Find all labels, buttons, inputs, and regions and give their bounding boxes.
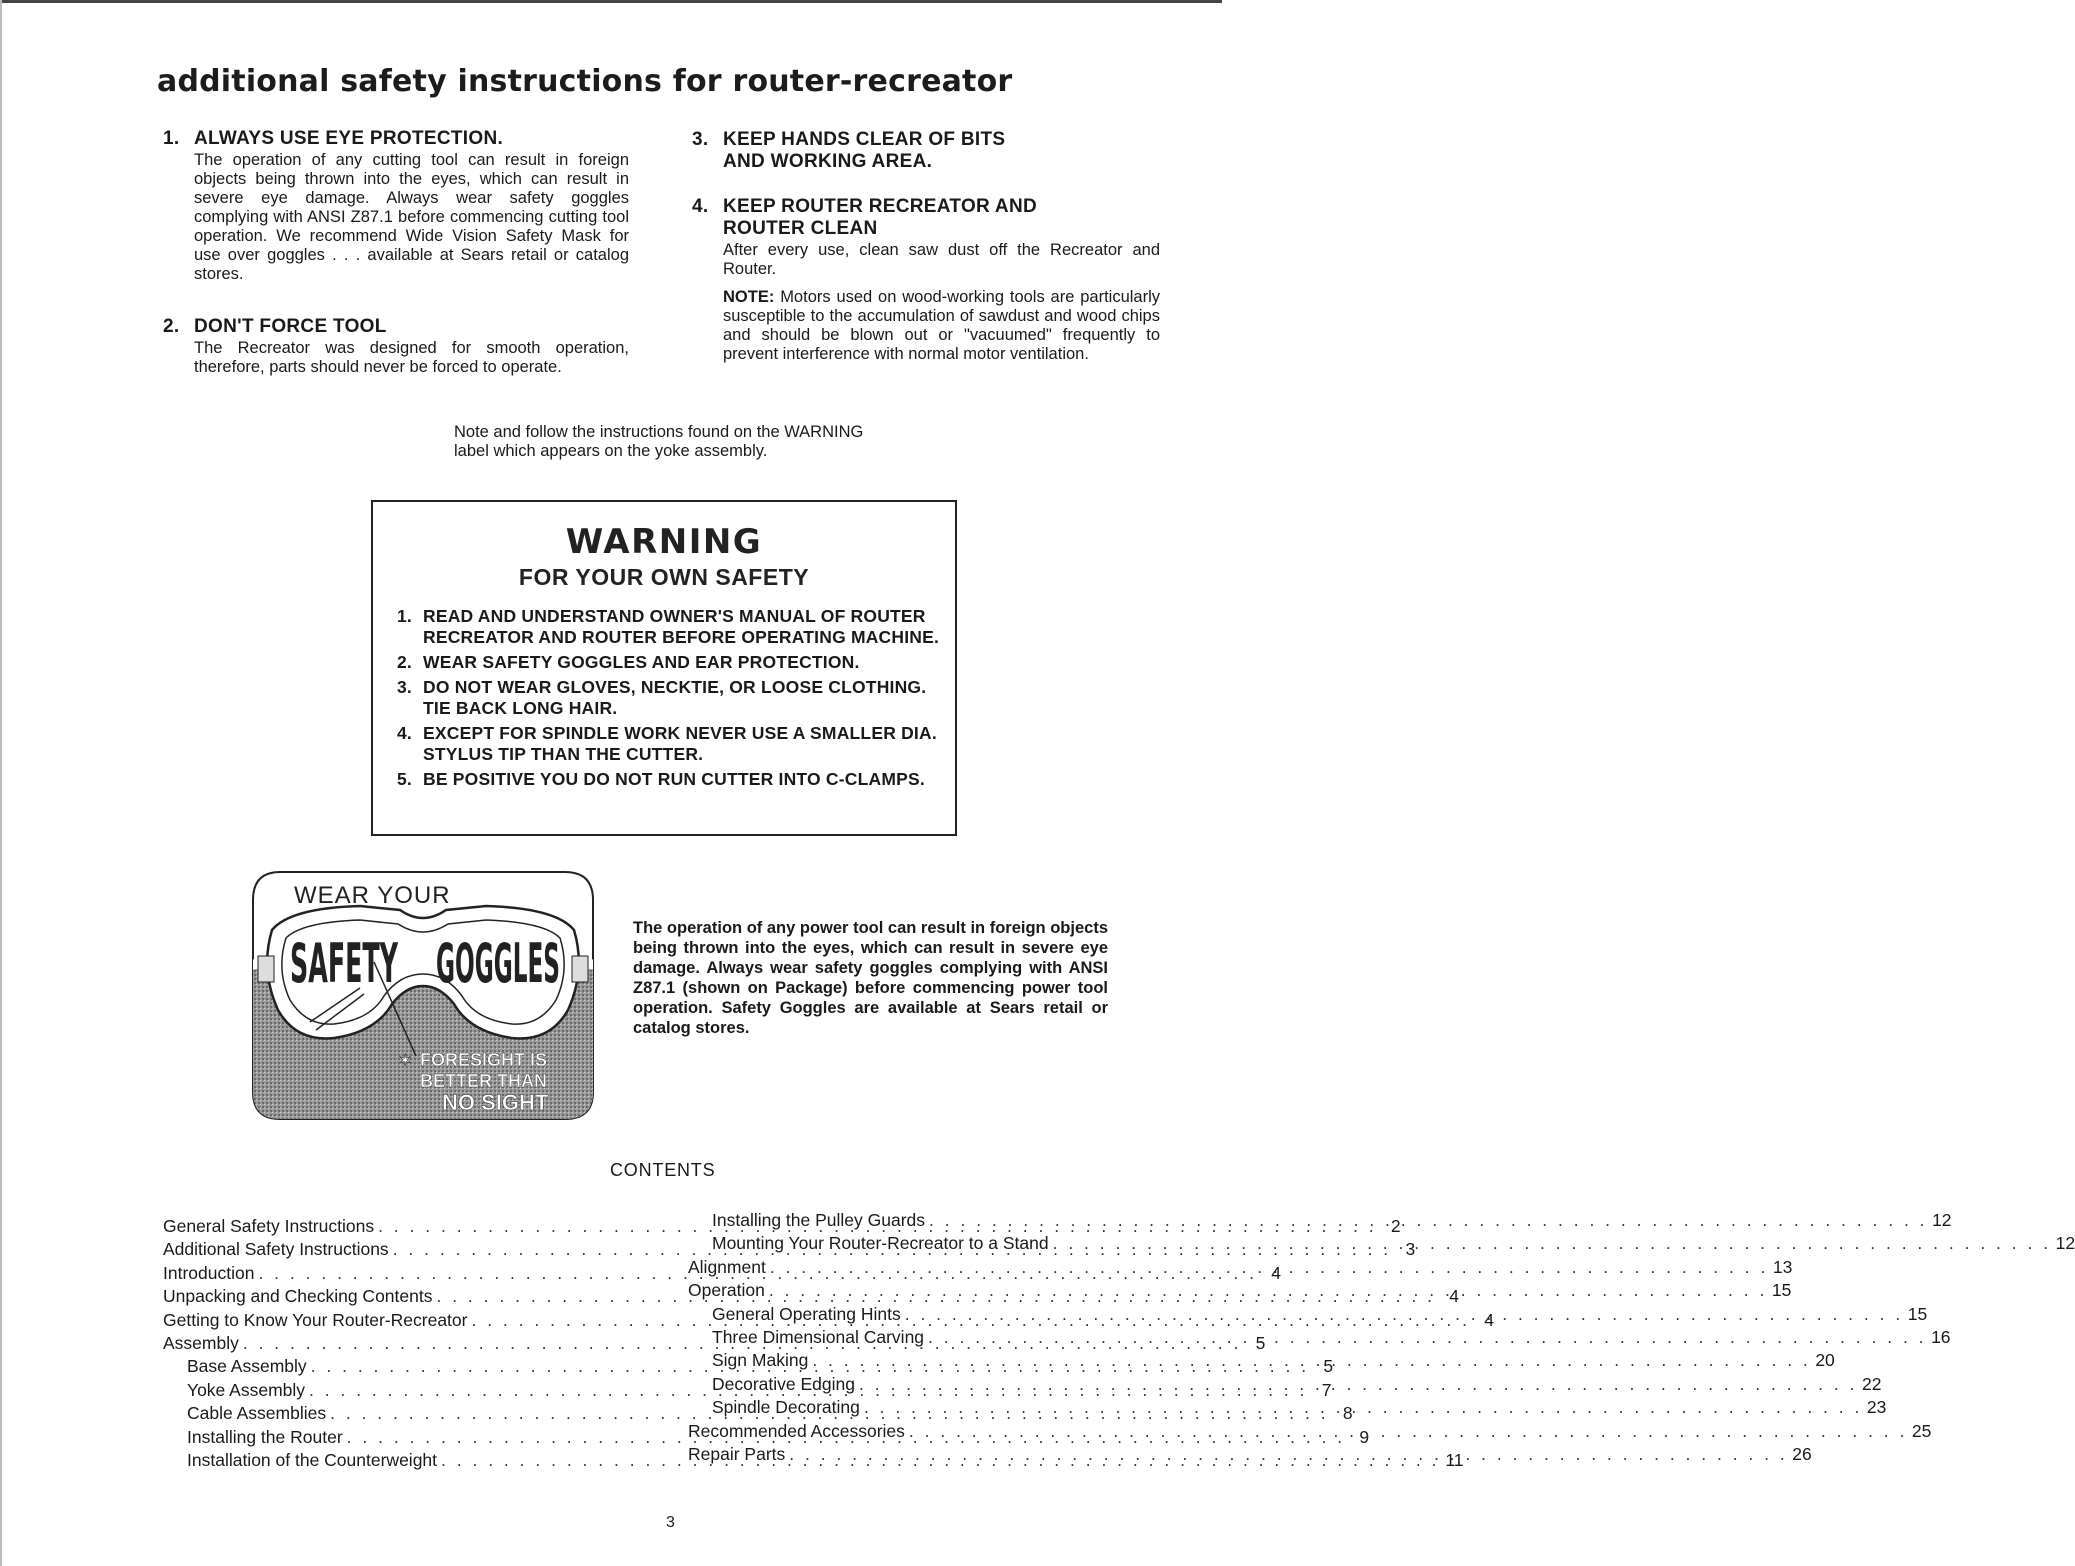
toc-leader-dots xyxy=(909,1421,1907,1442)
toc-entry-page: 7 xyxy=(1321,1379,1332,1400)
instruction-number: 2. xyxy=(163,316,180,337)
toc-entry-title: Mounting Your Router-Recreator to a Stand xyxy=(712,1233,1049,1254)
toc-entry-title: Sign Making xyxy=(712,1350,809,1371)
toc-entry-title: Operation xyxy=(688,1280,765,1301)
top-border xyxy=(0,0,1222,3)
toc-entry-page: 13 xyxy=(1772,1256,1793,1277)
toc-entry-title: General Operating Hints xyxy=(712,1303,901,1324)
toc-entry-title: Recommended Accessories xyxy=(688,1420,905,1441)
toc-entry-page: 25 xyxy=(1911,1420,1932,1441)
toc-entry-page: 4 xyxy=(1484,1309,1494,1330)
warning-subtitle: FOR YOUR OWN SAFETY xyxy=(518,564,810,590)
toc-entry-page: 4 xyxy=(1271,1262,1281,1283)
instruction-3 xyxy=(692,129,1160,173)
toc-entry[interactable] xyxy=(688,1397,1887,1420)
note-label: NOTE: xyxy=(723,288,775,306)
instruction-heading-line2: AND WORKING AREA. xyxy=(723,151,933,172)
warning-item-text: DO NOT WEAR GLOVES, NECKTIE, OR LOOSE CLOTHING. TIE BACK LONG HAIR. xyxy=(423,677,927,718)
toc-entry[interactable] xyxy=(688,1303,1928,1327)
toc-entry-page: 12 xyxy=(2055,1233,2075,1254)
warning-label xyxy=(371,500,957,836)
warning-item-text: BE POSITIVE YOU DO NOT RUN CUTTER INTO C-CLAMPS. xyxy=(423,769,925,789)
toc-entry-page: 26 xyxy=(1792,1443,1812,1464)
toc-entry-page: 8 xyxy=(1342,1403,1353,1424)
toc-entry-title: Assembly xyxy=(163,1332,239,1353)
instruction-2 xyxy=(163,316,629,377)
instruction-heading-line2: ROUTER CLEAN xyxy=(723,218,878,239)
toc-leader-dots xyxy=(789,1444,1787,1465)
toc-entry-title: General Safety Instructions xyxy=(163,1216,375,1236)
toc-entry-title: Additional Safety Instructions xyxy=(163,1239,389,1260)
warning-item-text: EXCEPT FOR SPINDLE WORK NEVER USE A SMALLER DIA. STYLUS TIP THAN THE CUTTER. xyxy=(423,723,937,764)
toc-entry-page: 11 xyxy=(1445,1449,1464,1470)
toc-entry-page: 23 xyxy=(1866,1397,1887,1418)
toc-entry-page: 2 xyxy=(1390,1216,1401,1236)
toc-entry-title: Alignment xyxy=(688,1256,766,1277)
toc-entry-page: 9 xyxy=(1359,1426,1370,1447)
instruction-note xyxy=(723,288,1160,364)
toc-entry-title: Three Dimensional Carving xyxy=(712,1326,925,1347)
toc-entry[interactable] xyxy=(688,1233,2075,1256)
badge-slogan-3: NO SIGHT xyxy=(442,1090,549,1115)
toc-leader-dots xyxy=(929,1210,1927,1231)
badge-line1: WEAR YOUR xyxy=(294,882,451,909)
toc-entry-title: Spindle Decorating xyxy=(712,1397,860,1418)
badge-word-safety: SAFETY xyxy=(290,932,399,995)
instruction-number: 3. xyxy=(692,129,709,150)
toc-entry[interactable] xyxy=(688,1326,1951,1350)
toc-entry-page: 16 xyxy=(1931,1326,1951,1347)
instruction-body: After every use, clean saw dust off the Recreator and Router. xyxy=(723,241,1160,278)
toc-entry[interactable] xyxy=(688,1280,1792,1303)
badge-slogan-2: BETTER THAN xyxy=(420,1071,547,1091)
toc-entry-title: Installing the Router xyxy=(187,1426,343,1447)
warning-item xyxy=(397,769,945,790)
toc-leader-dots xyxy=(770,1257,1768,1278)
left-border xyxy=(0,0,2,1566)
instruction-heading: DON'T FORCE TOOL xyxy=(194,316,387,337)
instruction-number: 1. xyxy=(163,128,180,149)
warning-item-text: READ AND UNDERSTAND OWNER'S MANUAL OF ROUTER RECREATOR AND ROUTER BEFORE OPERATING MACHINE. xyxy=(423,606,940,647)
toc-entry[interactable] xyxy=(688,1420,1932,1444)
instruction-number: 4. xyxy=(692,196,709,217)
toc-entry-title: Decorative Edging xyxy=(712,1373,855,1394)
safety-goggles-badge xyxy=(250,870,596,1122)
warning-item xyxy=(397,723,945,765)
instruction-body: The Recreator was designed for smooth operation, therefore, parts should never be forced to operate. xyxy=(194,339,629,376)
toc-entry-page: 15 xyxy=(1907,1303,1928,1324)
toc-entry-title: Unpacking and Checking Contents xyxy=(163,1286,433,1307)
warning-list xyxy=(397,606,945,794)
warning-item-text: WEAR SAFETY GOGGLES AND EAR PROTECTION. xyxy=(423,652,860,672)
warning-title: WARNING xyxy=(565,522,763,562)
goggles-text: The operation of any power tool can result in foreign objects being thrown into the eyes, which can result in severe eye damage. Always wear safety goggles complying with ANSI Z87.1 (shown on Package) before commencing power tool operation. Safety Goggles are available at Sears retail or catalog stores. xyxy=(633,919,1108,1037)
toc-entry-title: Installing the Pulley Guards xyxy=(712,1210,926,1230)
toc-entry-title: Repair Parts xyxy=(688,1443,786,1464)
contents-heading: CONTENTS xyxy=(610,1160,716,1180)
toc-entry-page: 15 xyxy=(1771,1280,1792,1301)
warning-item xyxy=(397,652,945,673)
toc-leader-dots xyxy=(859,1374,1857,1395)
toc-entry[interactable] xyxy=(688,1210,1952,1233)
toc-leader-dots xyxy=(928,1327,1926,1348)
toc-leader-dots xyxy=(864,1397,1862,1418)
warning-note: Note and follow the instructions found on the WARNING label which appears on the yoke assembly. xyxy=(454,423,864,460)
note-body: Motors used on wood-working tools are particularly susceptible to the accumulation of sawdust and wood chips and should be blown out or "vacuumed" frequently to prevent interference with normal motor ventilation. xyxy=(723,288,1160,363)
badge-slogan-1: FORESIGHT IS xyxy=(420,1050,548,1070)
badge-word-goggles: GOGGLES xyxy=(436,932,560,995)
toc-entry-page: 4 xyxy=(1449,1286,1459,1307)
toc-entry-page: 5 xyxy=(1323,1356,1334,1377)
warning-item-number: 5. xyxy=(397,769,412,789)
instruction-heading-line1: KEEP ROUTER RECREATOR AND xyxy=(723,196,1037,217)
warning-item-number: 1. xyxy=(397,606,412,626)
toc-leader-dots xyxy=(1053,1233,2051,1254)
toc-leader-dots xyxy=(812,1350,1810,1371)
instruction-1 xyxy=(163,128,629,284)
toc-entry-title: Yoke Assembly xyxy=(187,1379,306,1400)
page-number: 3 xyxy=(666,1514,675,1531)
toc-entry-page: 22 xyxy=(1862,1373,1882,1394)
warning-item xyxy=(397,606,945,648)
toc-entry[interactable] xyxy=(688,1373,1882,1397)
toc-entry-page: 5 xyxy=(1255,1332,1266,1353)
toc-entry-title: Getting to Know Your Router-Recreator xyxy=(163,1309,468,1330)
toc-entry-page: 3 xyxy=(1405,1239,1416,1260)
warning-item xyxy=(397,677,945,719)
toc-entry-title: Introduction xyxy=(163,1262,255,1283)
toc-entry[interactable] xyxy=(688,1256,1793,1280)
instruction-4 xyxy=(692,196,1160,364)
instruction-heading-line1: KEEP HANDS CLEAR OF BITS xyxy=(723,129,1006,150)
toc-entry-title: Base Assembly xyxy=(187,1356,307,1377)
warning-item-number: 4. xyxy=(397,723,412,743)
toc-entry-page: 12 xyxy=(1932,1210,1952,1230)
toc-leader-dots xyxy=(769,1280,1767,1301)
instruction-heading: ALWAYS USE EYE PROTECTION. xyxy=(194,128,504,149)
toc-leader-dots xyxy=(905,1304,1903,1325)
toc-entry-page: 20 xyxy=(1815,1350,1835,1371)
toc-entry-title: Installation of the Counterweight xyxy=(187,1449,438,1470)
star-icon: ✶ xyxy=(398,1051,413,1070)
instruction-body: The operation of any cutting tool can result in foreign objects being thrown into the eyes, which can result in severe eye damage. Always wear safety goggles complying with ANSI Z87.1 before commencing cutting tool operation. We recommend Wide Vision Safety Mask for use over goggles . . . available at Sears retail or catalog stores. xyxy=(194,151,629,283)
warning-item-number: 2. xyxy=(397,652,412,672)
warning-item-number: 3. xyxy=(397,677,412,697)
toc-entry-title: Cable Assemblies xyxy=(187,1403,327,1424)
page-title: additional safety instructions for router-recreator xyxy=(157,64,1013,99)
toc-entry[interactable] xyxy=(688,1350,1835,1373)
